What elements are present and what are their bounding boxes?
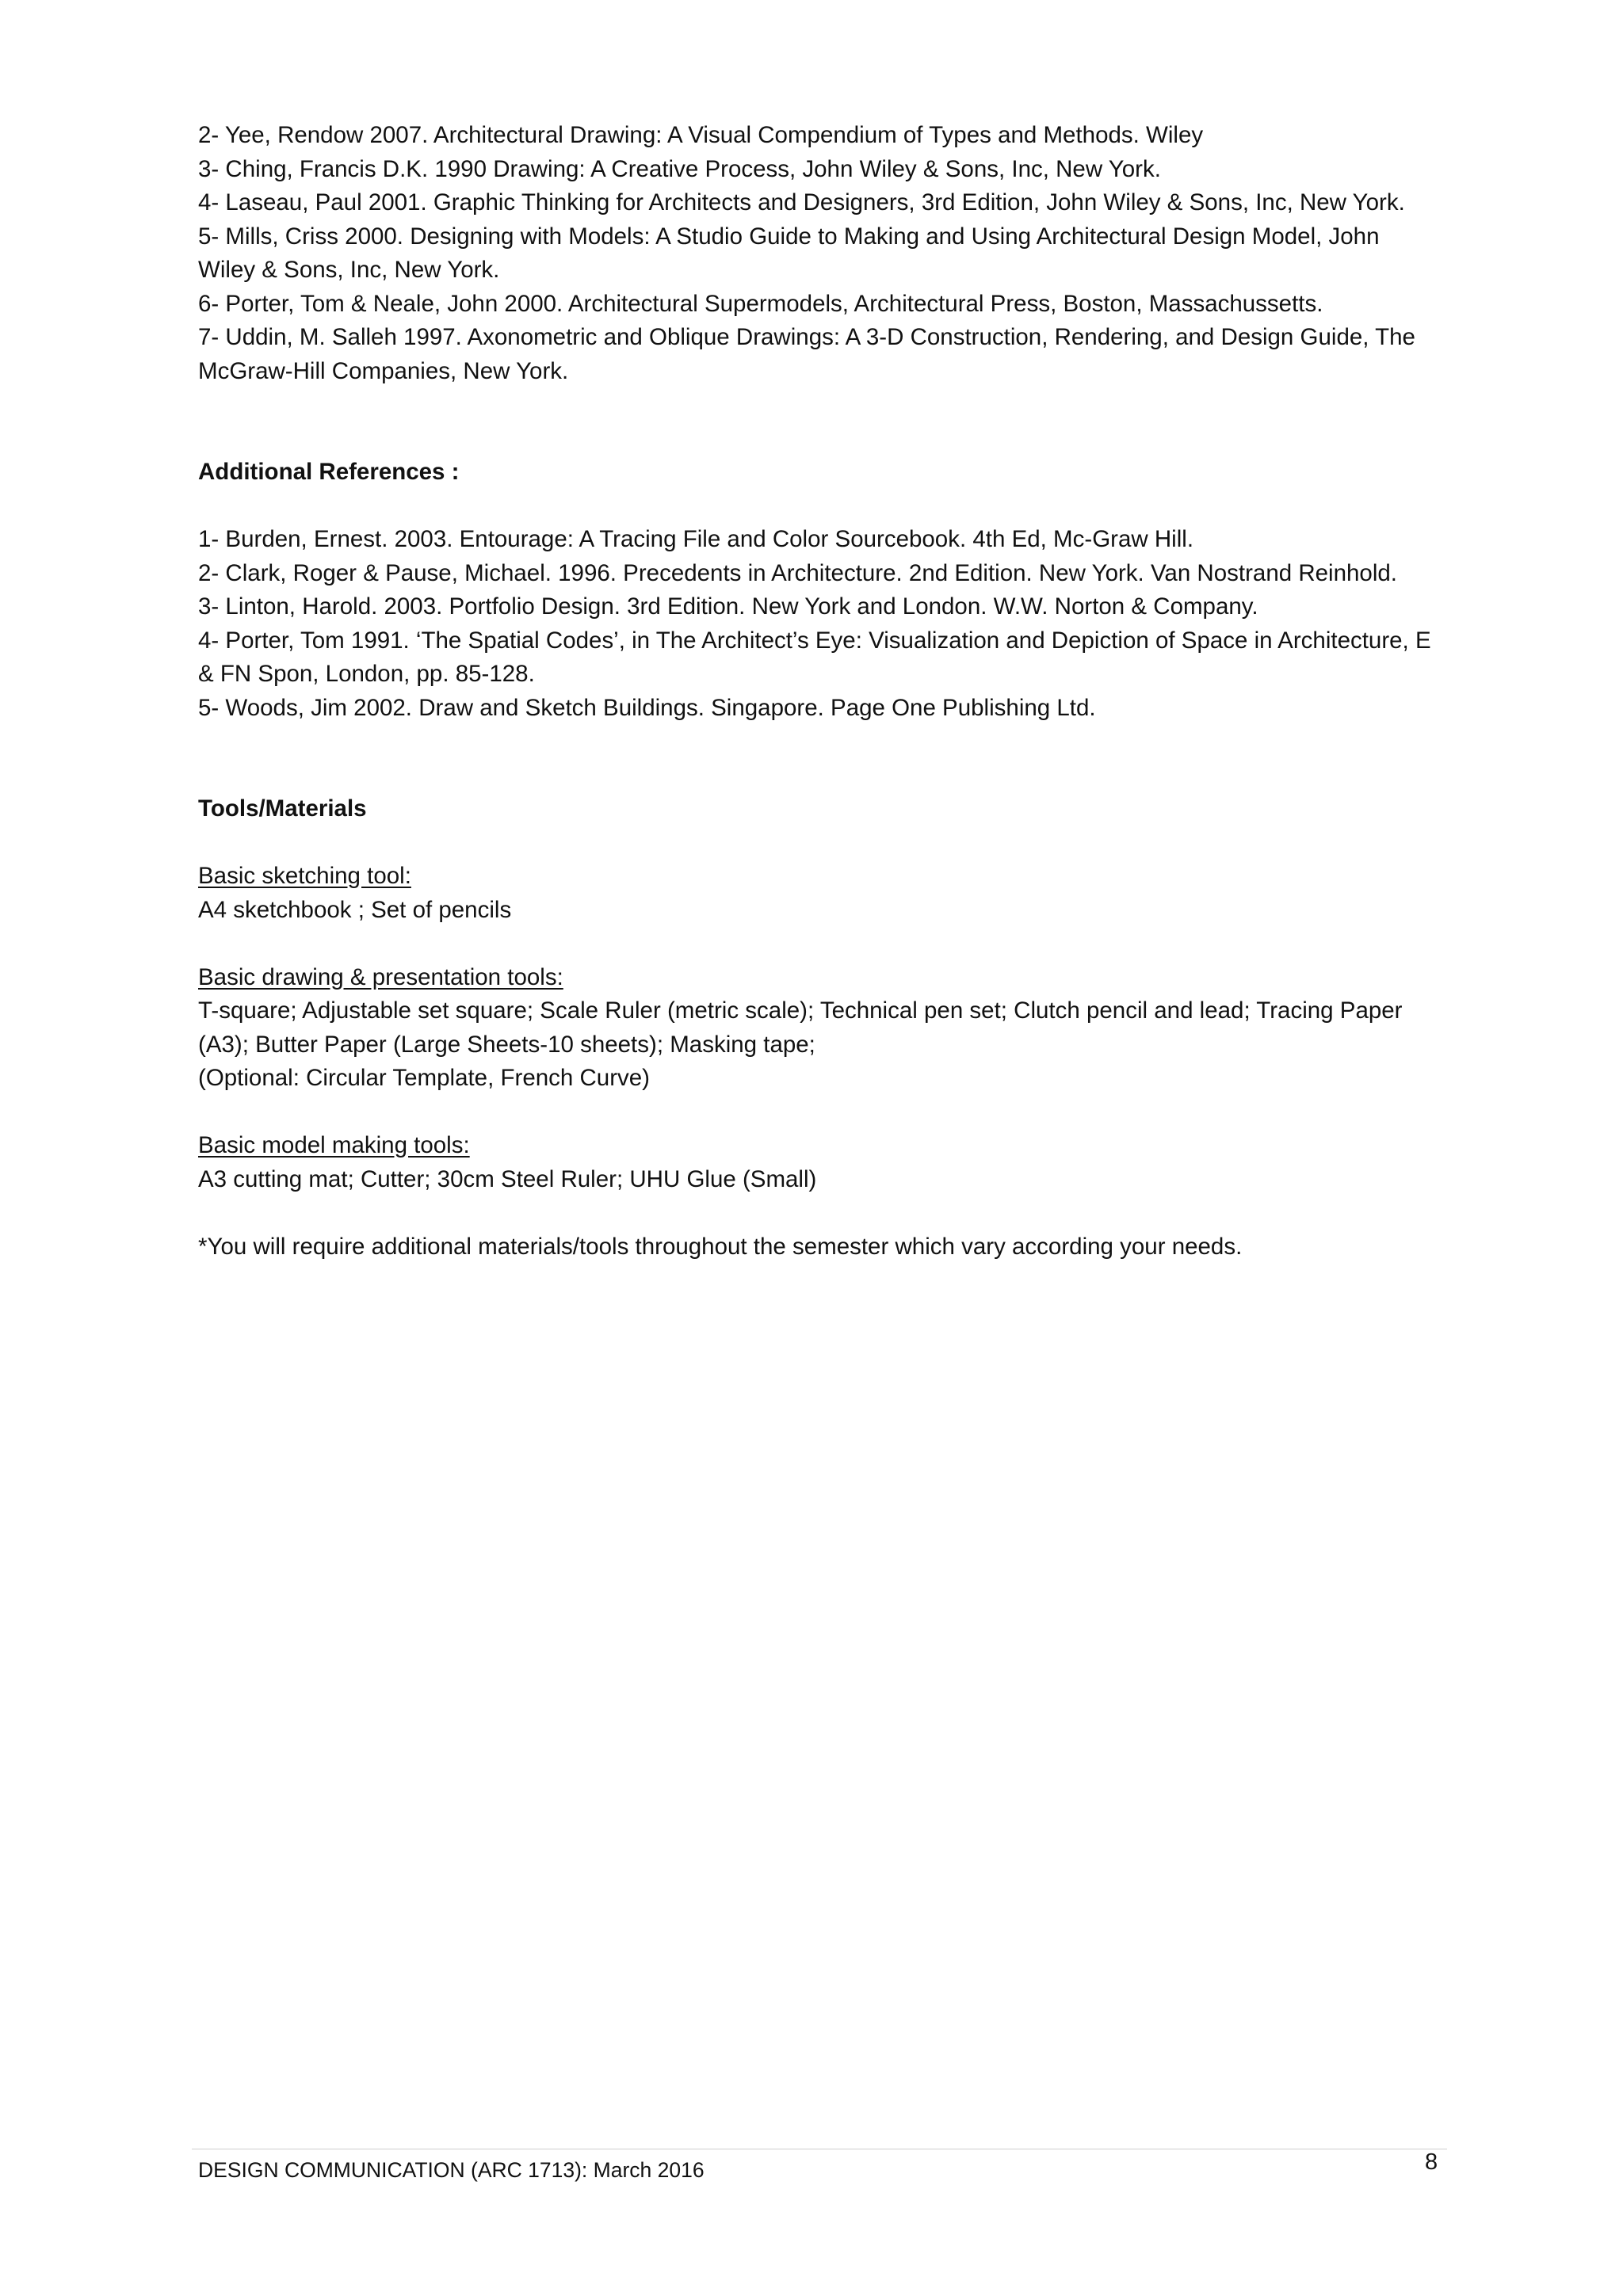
drawing-tools-section bbox=[198, 961, 1434, 1096]
drawing-tools-line: T-square; Adjustable set square; Scale Ruler (metric scale); Technical pen set; Clutch pencil and lead; Tracing Paper (A3); Butter Paper (Large Sheets-10 sheets); Masking tape; bbox=[198, 997, 1403, 1058]
additional-references-heading: Additional References : bbox=[198, 459, 460, 485]
drawing-tools-line: (Optional: Circular Template, French Curve) bbox=[198, 1065, 650, 1091]
sketching-tools-section bbox=[198, 860, 1434, 927]
model-tools-heading: Basic model making tools: bbox=[198, 1132, 470, 1158]
additional-reference-item: 4- Porter, Tom 1991. ‘The Spatial Codes’, in The Architect’s Eye: Visualization and Depiction of Space in Architecture, E & FN Spon, London, pp. 85-128. bbox=[198, 627, 1431, 687]
reference-list bbox=[198, 119, 1434, 388]
spacer bbox=[198, 388, 1434, 456]
reference-item: 2- Yee, Rendow 2007. Architectural Drawing: A Visual Compendium of Types and Methods. Wiley bbox=[198, 122, 1204, 148]
spacer bbox=[198, 490, 1434, 524]
spacer bbox=[198, 725, 1434, 792]
materials-note: *You will require additional materials/tools throughout the semester which vary according your needs. bbox=[198, 1233, 1243, 1260]
additional-reference-item: 5- Woods, Jim 2002. Draw and Sketch Buildings. Singapore. Page One Publishing Ltd. bbox=[198, 694, 1096, 721]
page-content bbox=[198, 119, 1434, 1264]
reference-item: 6- Porter, Tom & Neale, John 2000. Architectural Supermodels, Architectural Press, Boston, Massachussetts. bbox=[198, 290, 1323, 317]
spacer bbox=[198, 1096, 1434, 1130]
model-tools-section bbox=[198, 1129, 1434, 1196]
reference-item: 4- Laseau, Paul 2001. Graphic Thinking for Architects and Designers, 3rd Edition, John Wiley & Sons, Inc, New York. bbox=[198, 189, 1405, 215]
additional-reference-item: 1- Burden, Ernest. 2003. Entourage: A Tracing File and Color Sourcebook. 4th Ed, Mc-Graw Hill. bbox=[198, 526, 1194, 552]
additional-reference-item: 2- Clark, Roger & Pause, Michael. 1996. Precedents in Architecture. 2nd Edition. New York. Van Nostrand Reinhold. bbox=[198, 559, 1397, 586]
page-number: 8 bbox=[1425, 2149, 1438, 2175]
additional-reference-item: 3- Linton, Harold. 2003. Portfolio Design. 3rd Edition. New York and London. W.W. Norton & Company. bbox=[198, 593, 1258, 620]
spacer bbox=[198, 1196, 1434, 1230]
additional-reference-list bbox=[198, 523, 1434, 725]
reference-item: 3- Ching, Francis D.K. 1990 Drawing: A Creative Process, John Wiley & Sons, Inc, New York. bbox=[198, 155, 1161, 182]
spacer bbox=[198, 927, 1434, 961]
drawing-tools-heading: Basic drawing & presentation tools: bbox=[198, 963, 563, 990]
sketching-tools-line: A4 sketchbook ; Set of pencils bbox=[198, 896, 512, 923]
tools-materials-heading: Tools/Materials bbox=[198, 795, 367, 822]
spacer bbox=[198, 826, 1434, 860]
reference-item: 5- Mills, Criss 2000. Designing with Models: A Studio Guide to Making and Using Architectural Design Model, John Wiley & Sons, Inc, New York. bbox=[198, 223, 1380, 283]
reference-item: 7- Uddin, M. Salleh 1997. Axonometric and Oblique Drawings: A 3-D Construction, Rendering, and Design Guide, The McGraw-Hill Companies, New York. bbox=[198, 324, 1415, 384]
model-tools-line: A3 cutting mat; Cutter; 30cm Steel Ruler; UHU Glue (Small) bbox=[198, 1165, 817, 1192]
sketching-tools-heading: Basic sketching tool: bbox=[198, 863, 411, 889]
footer-course-title: DESIGN COMMUNICATION (ARC 1713): March 2016 bbox=[198, 2158, 705, 2182]
